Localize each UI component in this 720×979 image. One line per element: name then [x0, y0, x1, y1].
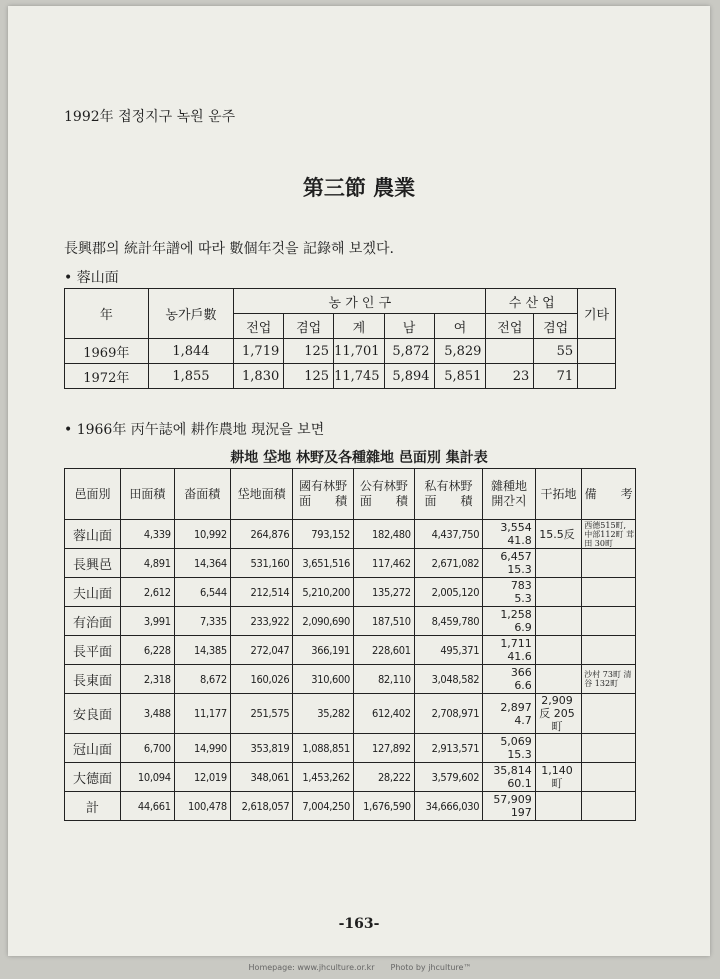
cell-misc-land	[483, 665, 536, 694]
land-area-table	[64, 468, 636, 821]
cell-misc-land	[483, 763, 536, 792]
cell-field: 14,364	[174, 549, 230, 578]
section-title: 第三節 農業	[302, 175, 416, 200]
cell-site: 353,819	[230, 734, 292, 763]
cell-note	[582, 607, 636, 636]
misc-value-top: 6,457	[500, 550, 532, 563]
bullet-yongsan: • 蓉山面	[64, 270, 119, 286]
cell-note	[582, 734, 636, 763]
cell-note: 西德515町, 中部112町 茸田 30町	[582, 520, 636, 549]
cell-misc-land	[483, 694, 536, 734]
table2-title: 耕地 垈地 林野及各種雜地 邑面別 集計表	[230, 450, 488, 466]
col-header-households: 농가戶數	[148, 289, 234, 339]
cell-paddy: 2,318	[121, 665, 175, 694]
col-header-public-forest	[354, 469, 415, 520]
cell-note	[582, 578, 636, 607]
cell-national-forest: 1,088,851	[293, 734, 354, 763]
cell-site: 251,575	[230, 694, 292, 734]
cell-households: 1,855	[148, 364, 234, 389]
table-row	[65, 792, 636, 821]
cell-note	[582, 792, 636, 821]
table-row	[65, 763, 636, 792]
cell-field: 100,478	[174, 792, 230, 821]
col-header-paddy: 田面積	[121, 469, 175, 520]
cell-value: 71	[534, 364, 578, 389]
header-top: 雜種地	[491, 479, 528, 493]
row-name: 有治面	[65, 607, 121, 636]
cell-paddy: 44,661	[121, 792, 175, 821]
cell-value: 11,701	[334, 339, 385, 364]
cell-private-forest: 2,708,971	[414, 694, 482, 734]
cell-public-forest: 612,402	[354, 694, 415, 734]
cell-note: 沙村 73町 清谷 132町	[582, 665, 636, 694]
cell-paddy: 2,612	[121, 578, 175, 607]
misc-value-bottom: 6.6	[514, 679, 532, 692]
col-header-farm-population: 농 가 인 구	[234, 289, 486, 314]
cell-private-forest: 495,371	[414, 636, 482, 665]
cell-private-forest: 2,913,571	[414, 734, 482, 763]
cell-note	[582, 763, 636, 792]
table-row	[65, 694, 636, 734]
misc-value-top: 1,258	[500, 608, 532, 621]
cell-reclaimed	[535, 549, 581, 578]
cell-reclaimed	[535, 792, 581, 821]
cell-misc-land	[483, 520, 536, 549]
subheader-cell: 겸업	[284, 314, 334, 339]
header-bottom: 面 積	[424, 494, 473, 508]
col-header-fishery: 수 산 업	[486, 289, 578, 314]
row-year: 1972年	[65, 364, 149, 389]
cell-site: 348,061	[230, 763, 292, 792]
col-header-year: 年	[65, 289, 149, 339]
cell-site: 264,876	[230, 520, 292, 549]
farm-population-table	[64, 288, 616, 389]
cell-private-forest: 8,459,780	[414, 607, 482, 636]
cell-public-forest: 135,272	[354, 578, 415, 607]
header-bottom: 開간지	[491, 494, 527, 508]
header-top: 公有林野	[359, 479, 408, 493]
misc-value-top: 783	[510, 579, 532, 592]
cell-reclaimed	[535, 578, 581, 607]
cell-national-forest: 3,651,516	[293, 549, 354, 578]
row-name: 長平面	[65, 636, 121, 665]
cell-public-forest: 82,110	[354, 665, 415, 694]
cell-private-forest: 3,579,602	[414, 763, 482, 792]
cell-public-forest: 187,510	[354, 607, 415, 636]
cell-public-forest: 127,892	[354, 734, 415, 763]
cell-site: 160,026	[230, 665, 292, 694]
table-row	[65, 578, 636, 607]
cell-paddy: 3,488	[121, 694, 175, 734]
misc-value-bottom: 6.9	[514, 621, 532, 634]
misc-value-bottom: 15.3	[507, 563, 532, 576]
cell-reclaimed: 1,140町	[535, 763, 581, 792]
cell-note	[582, 694, 636, 734]
cell-field: 6,544	[174, 578, 230, 607]
cell-value	[578, 364, 616, 389]
col-header-site: 垈地面積	[230, 469, 292, 520]
subheader-cell: 겸업	[534, 314, 578, 339]
cell-national-forest: 7,004,250	[293, 792, 354, 821]
cell-field: 10,992	[174, 520, 230, 549]
cell-misc-land	[483, 636, 536, 665]
cell-field: 14,385	[174, 636, 230, 665]
misc-value-bottom: 4.7	[514, 713, 532, 727]
col-header-region: 邑面別	[65, 469, 121, 520]
header-top: 私有林野	[424, 479, 473, 493]
cell-public-forest: 28,222	[354, 763, 415, 792]
cell-site: 272,047	[230, 636, 292, 665]
table-row	[65, 734, 636, 763]
bullet-1966: • 1966年 丙午誌에 耕作農地 現況을 보면	[64, 422, 325, 438]
table-row	[65, 339, 616, 364]
cell-field: 7,335	[174, 607, 230, 636]
running-header: 1992年 접정지구 녹원 운주	[64, 109, 236, 125]
col-header-field: 畓面積	[174, 469, 230, 520]
cell-paddy: 4,339	[121, 520, 175, 549]
cell-value: 5,872	[384, 339, 434, 364]
col-header-national-forest	[293, 469, 354, 520]
cell-site: 233,922	[230, 607, 292, 636]
cell-value: 125	[284, 364, 334, 389]
cell-reclaimed	[535, 607, 581, 636]
row-name: 蓉山面	[65, 520, 121, 549]
misc-value-top: 1,711	[500, 637, 532, 650]
row-name: 長東面	[65, 665, 121, 694]
cell-value: 5,829	[434, 339, 486, 364]
col-header-reclaimed: 干拓地	[535, 469, 581, 520]
misc-value-top: 57,909	[493, 793, 532, 806]
subheader-cell: 전업	[234, 314, 284, 339]
cell-households: 1,844	[148, 339, 234, 364]
cell-site: 531,160	[230, 549, 292, 578]
header-bottom: 面 積	[359, 494, 408, 508]
misc-value-top: 2,897	[500, 700, 532, 714]
cell-field: 11,177	[174, 694, 230, 734]
cell-national-forest: 793,152	[293, 520, 354, 549]
row-name: 夫山面	[65, 578, 121, 607]
cell-value	[486, 339, 534, 364]
cell-misc-land	[483, 549, 536, 578]
col-header-note: 備 考	[582, 469, 636, 520]
cell-national-forest: 366,191	[293, 636, 354, 665]
cell-national-forest: 5,210,200	[293, 578, 354, 607]
cell-public-forest: 228,601	[354, 636, 415, 665]
cell-reclaimed	[535, 636, 581, 665]
cell-reclaimed	[535, 665, 581, 694]
cell-public-forest: 1,676,590	[354, 792, 415, 821]
cell-field: 8,672	[174, 665, 230, 694]
row-name: 長興邑	[65, 549, 121, 578]
table-row	[65, 364, 616, 389]
misc-value-bottom: 41.8	[507, 534, 532, 547]
cell-public-forest: 182,480	[354, 520, 415, 549]
row-name: 安良面	[65, 694, 121, 734]
cell-misc-land	[483, 792, 536, 821]
page-number: -163-	[338, 916, 380, 932]
row-name: 冠山面	[65, 734, 121, 763]
cell-field: 14,990	[174, 734, 230, 763]
cell-value: 125	[284, 339, 334, 364]
cell-value	[578, 339, 616, 364]
cell-national-forest: 310,600	[293, 665, 354, 694]
cell-reclaimed: 15.5反	[535, 520, 581, 549]
table-row	[65, 636, 636, 665]
col-header-private-forest	[414, 469, 482, 520]
misc-value-top: 366	[510, 666, 532, 679]
misc-value-top: 3,554	[500, 521, 532, 534]
cell-paddy: 6,700	[121, 734, 175, 763]
cell-national-forest: 1,453,262	[293, 763, 354, 792]
cell-reclaimed: 2,909反 205町	[535, 694, 581, 734]
col-header-other: 기타	[578, 289, 616, 339]
misc-value-bottom: 15.3	[507, 748, 532, 761]
table-row	[65, 520, 636, 549]
cell-value: 5,894	[384, 364, 434, 389]
cell-value: 11,745	[334, 364, 385, 389]
row-name: 大德面	[65, 763, 121, 792]
document-page	[8, 6, 710, 956]
cell-site: 2,618,057	[230, 792, 292, 821]
cell-misc-land	[483, 607, 536, 636]
cell-paddy: 10,094	[121, 763, 175, 792]
header-bottom: 面 積	[299, 494, 348, 508]
cell-field: 12,019	[174, 763, 230, 792]
intro-paragraph: 長興郡의 統計年譜에 따라 數個年것을 記錄해 보겠다.	[64, 241, 394, 257]
cell-misc-land	[483, 734, 536, 763]
cell-public-forest: 117,462	[354, 549, 415, 578]
cell-value: 1,719	[234, 339, 284, 364]
header-top: 國有林野	[299, 479, 348, 493]
cell-value: 55	[534, 339, 578, 364]
misc-value-bottom: 60.1	[507, 777, 532, 790]
cell-site: 212,514	[230, 578, 292, 607]
misc-value-bottom: 41.6	[507, 650, 532, 663]
cell-private-forest: 34,666,030	[414, 792, 482, 821]
misc-value-bottom: 197	[510, 806, 532, 819]
table-row	[65, 607, 636, 636]
cell-national-forest: 2,090,690	[293, 607, 354, 636]
row-year: 1969年	[65, 339, 149, 364]
subheader-cell: 계	[334, 314, 385, 339]
photo-credit: Homepage: www.jhculture.or.kr Photo by jhculture™	[248, 963, 472, 972]
row-name: 計	[65, 792, 121, 821]
misc-value-top: 35,814	[493, 764, 532, 777]
cell-paddy: 4,891	[121, 549, 175, 578]
cell-paddy: 3,991	[121, 607, 175, 636]
cell-value: 1,830	[234, 364, 284, 389]
cell-reclaimed	[535, 734, 581, 763]
col-header-misc-land	[483, 469, 536, 520]
misc-value-top: 5,069	[500, 735, 532, 748]
subheader-cell: 전업	[486, 314, 534, 339]
misc-value-bottom: 5.3	[514, 592, 532, 605]
cell-value: 5,851	[434, 364, 486, 389]
cell-private-forest: 2,005,120	[414, 578, 482, 607]
cell-paddy: 6,228	[121, 636, 175, 665]
cell-value: 23	[486, 364, 534, 389]
cell-private-forest: 3,048,582	[414, 665, 482, 694]
subheader-cell: 남	[384, 314, 434, 339]
cell-misc-land	[483, 578, 536, 607]
table-row	[65, 665, 636, 694]
cell-note	[582, 636, 636, 665]
cell-note	[582, 549, 636, 578]
cell-national-forest: 35,282	[293, 694, 354, 734]
subheader-cell: 여	[434, 314, 486, 339]
table-row	[65, 549, 636, 578]
cell-private-forest: 2,671,082	[414, 549, 482, 578]
cell-private-forest: 4,437,750	[414, 520, 482, 549]
